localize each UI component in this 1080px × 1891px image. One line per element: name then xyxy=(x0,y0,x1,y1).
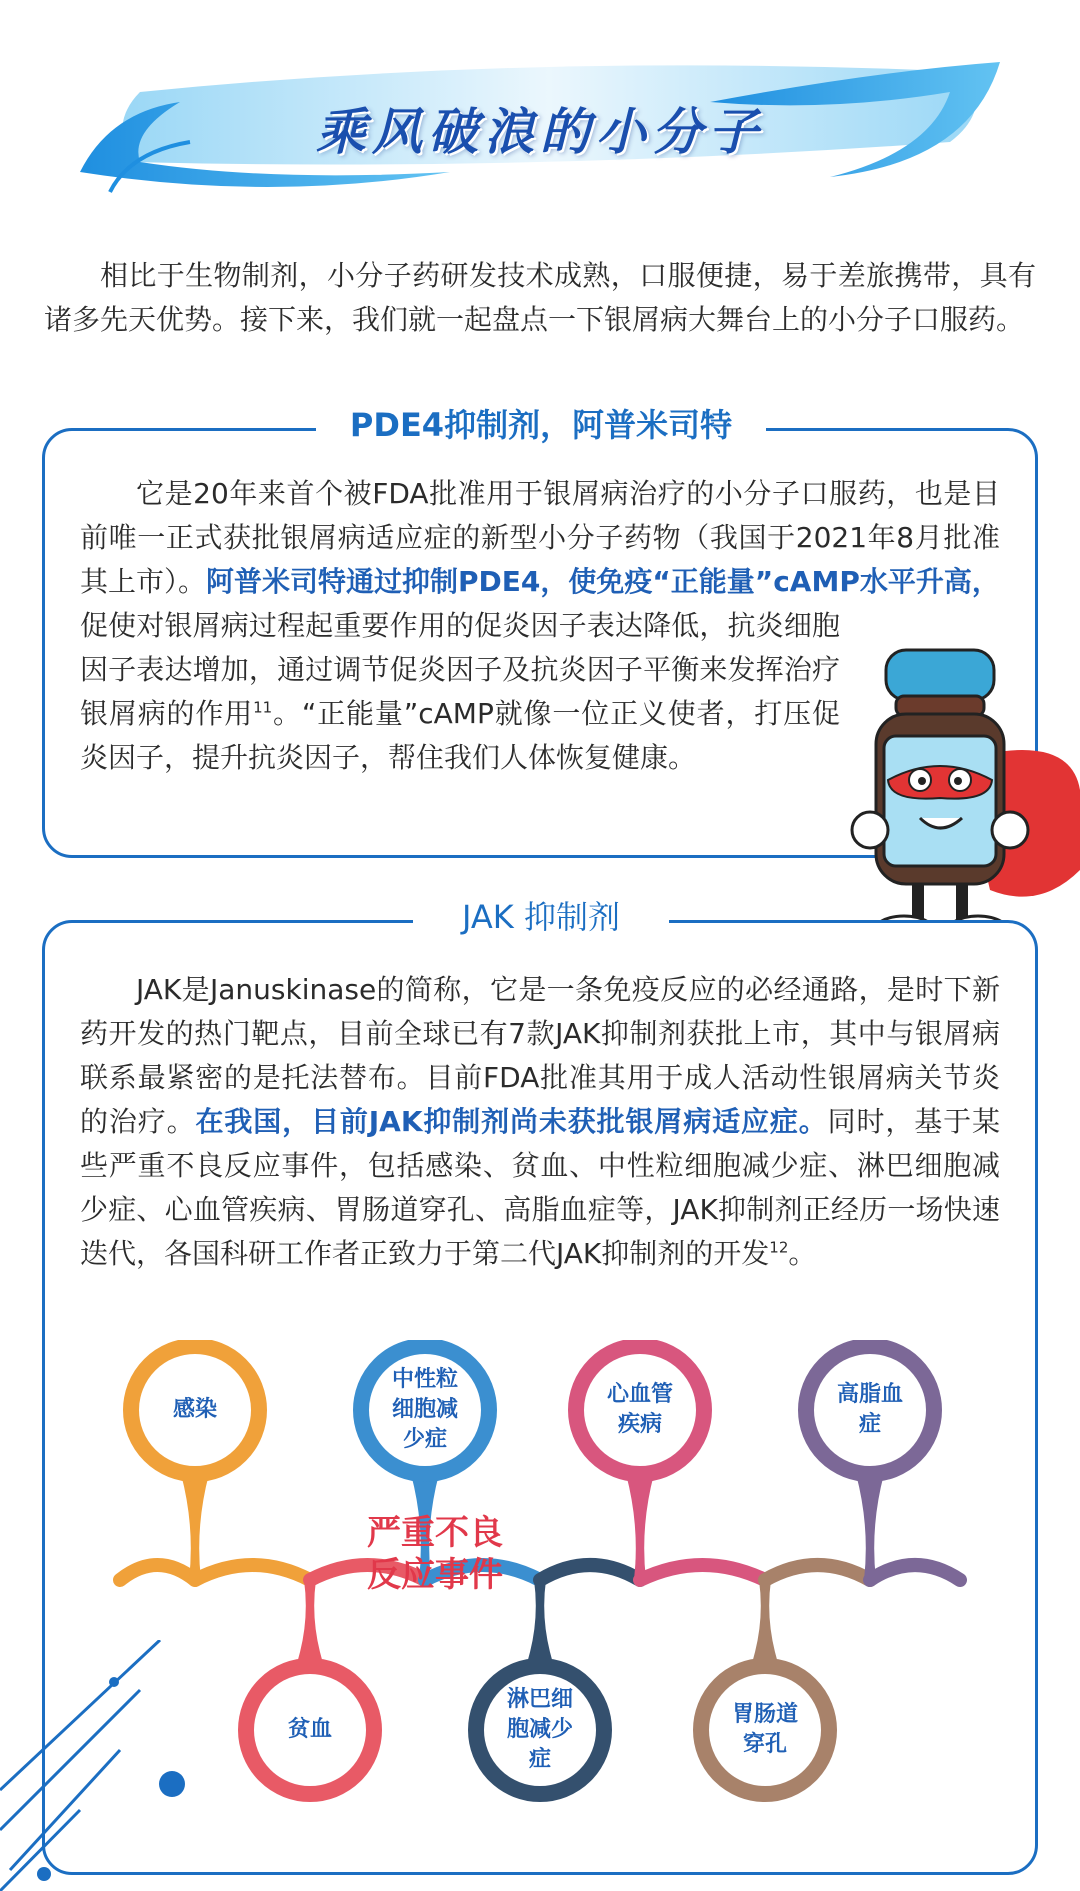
ring-stem xyxy=(296,1580,324,1666)
section-pde4-paragraph xyxy=(80,472,1000,604)
pde4-text-b: 促使对银屑病过程起重要作用的促炎因子表达降低，抗炎细胞因子表达增加，通过调节促炎因子及抗炎因子平衡来发挥治疗银屑病的作用 xyxy=(80,609,840,730)
connector-segment xyxy=(540,1565,640,1580)
event-label-bottom-1: 淋巴细 胞减少 症 xyxy=(506,1687,573,1772)
ring-stem xyxy=(856,1474,884,1580)
event-label-bottom-0: 贫血 xyxy=(287,1717,332,1742)
title-banner xyxy=(70,52,1010,202)
event-label-top-0: 感染 xyxy=(172,1397,217,1422)
jak-text-a: JAK是Januskinase的简称，它是一条免疫反应的必经通路，是时下新药开发的热门靶点，目前全球已有7款JAK抑制剂获批上市，其中与银屑病联系最紧密的是托法替布。目前FDA批准其用于成人活动性银屑病关节炎的治疗。 xyxy=(80,973,1000,1138)
connector-segment xyxy=(765,1565,870,1580)
jak-text-b: 同时，基于某些严重不良反应事件，包括感染、贫血、中性粒细胞减少症、淋巴细胞减少症、心血管疾病、胃肠道穿孔、高脂血症等，JAK抑制剂正经历一场快速迭代，各国科研工作者正致力于第二代JAK抑制剂的开发 xyxy=(80,1105,1000,1270)
page-title: 乘风破浪的小分子 xyxy=(316,103,764,161)
connector-segment xyxy=(640,1565,765,1580)
reference-11: 11 xyxy=(253,698,273,717)
connector-segment xyxy=(120,1565,195,1580)
section-pde4-title: PDE4抑制剂，阿普米司特 xyxy=(316,400,766,450)
ring-stem xyxy=(626,1474,654,1580)
jak-text-c: 。 xyxy=(788,1237,817,1270)
connector-segment xyxy=(195,1565,310,1580)
event-label-bottom-2: 胃肠道 穿孔 xyxy=(731,1702,798,1757)
center-label: 严重不良 反应事件 xyxy=(367,1513,503,1595)
jak-highlight: 在我国，目前JAK抑制剂尚未获批银屑病适应症。 xyxy=(195,1105,828,1138)
pde4-text-c: 。“正能量”cAMP就像一位正义使者，打压促炎因子，提升抗炎因子，帮住我们人体恢复健康。 xyxy=(80,697,840,774)
connector-lines xyxy=(120,1474,960,1666)
ring-stem xyxy=(181,1474,209,1580)
pde4-text-a: 它是20年来首个被FDA批准用于银屑病治疗的小分子口服药，也是目前唯一正式获批银屑病适应症的新型小分子药物（我国于2021年8月批准其上市）。 xyxy=(80,477,1000,598)
event-label-top-2: 心血管 疾病 xyxy=(606,1382,673,1437)
pde4-highlight: 阿普米司特通过抑制PDE4，使免疫“正能量”cAMP水平升高， xyxy=(206,565,1000,598)
medicine-bottle-mascot xyxy=(840,640,1080,960)
section-pde4-paragraph-cont xyxy=(80,604,840,780)
reference-12: 12 xyxy=(769,1238,789,1257)
event-label-top-3: 高脂血 症 xyxy=(836,1382,903,1437)
event-label-top-1: 中性粒 细胞减 少症 xyxy=(391,1367,458,1452)
connector-segment xyxy=(870,1565,960,1580)
section-jak-title: JAK 抑制剂 xyxy=(413,892,669,942)
intro-paragraph: 相比于生物制剂，小分子药研发技术成熟，口服便捷，易于差旅携带，具有诸多先天优势。接下来，我们就一起盘点一下银屑病大舞台上的小分子口服药。 xyxy=(44,259,1036,336)
decorative-lines xyxy=(0,1640,200,1891)
ring-stem xyxy=(751,1580,779,1666)
section-jak-paragraph xyxy=(80,968,1000,1276)
